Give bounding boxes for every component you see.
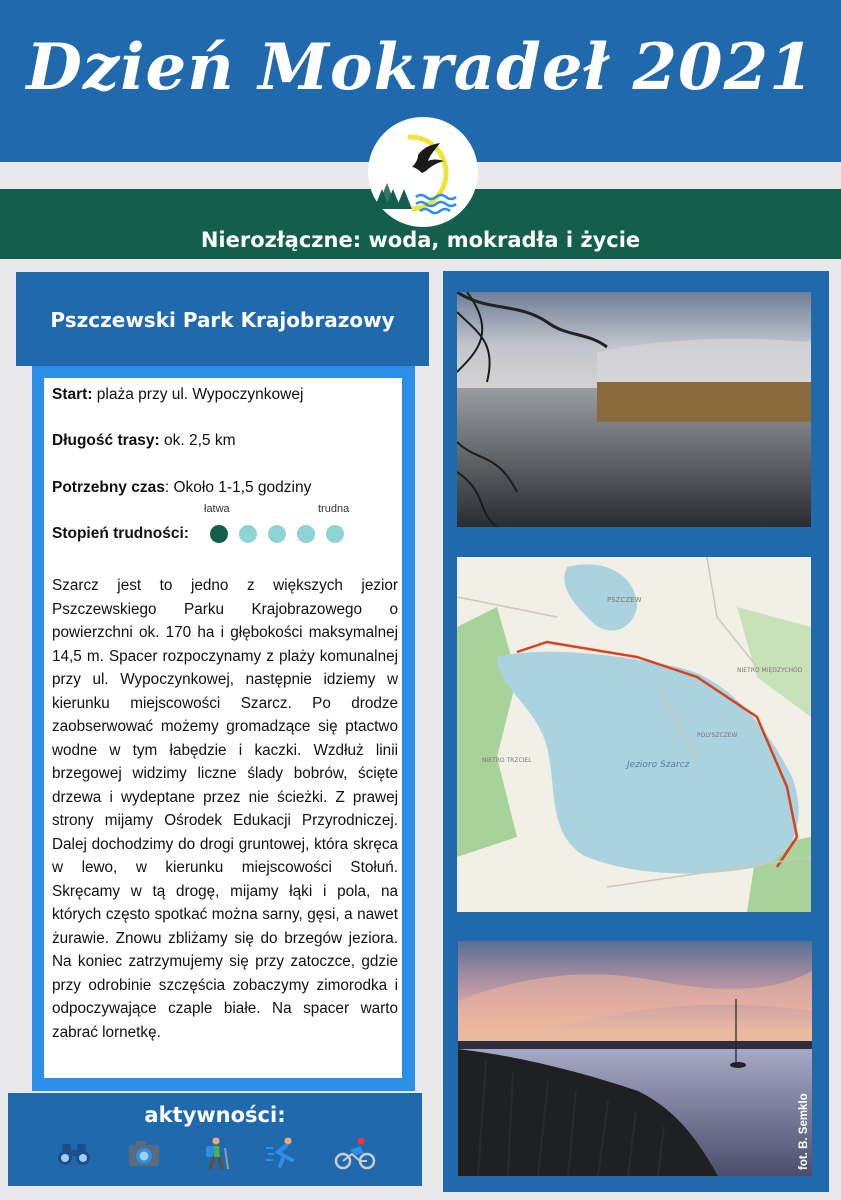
activities-title: aktywności: xyxy=(144,1103,286,1127)
map-lake-label: Jezioro Szarcz xyxy=(627,760,690,770)
difficulty-hard-label: trudna xyxy=(318,503,350,515)
map-label-4: NIETRO TRZCIEL xyxy=(482,757,532,764)
map-label-2: NIETRO MIĘDZYCHÓD xyxy=(737,667,803,674)
map-label-3: POLYSZCZEW xyxy=(697,732,738,739)
hiking-icon xyxy=(198,1136,234,1170)
photo-credit: fot. B. Semklo xyxy=(798,1093,810,1170)
time-value: : Około 1-1,5 godziny xyxy=(164,479,312,496)
route-name: Pszczewski Park Krajobrazowy xyxy=(50,308,395,332)
length-label: Długość trasy: xyxy=(52,432,160,449)
length-line xyxy=(52,432,235,450)
lake-mist-photo xyxy=(457,292,811,527)
page-title: Dzień Mokradeł 2021 xyxy=(26,30,815,105)
route-description: Szarcz jest to jedno z większych jezior Pszczewskiego Parku Krajobrazowego o powierzchni ok. 170 ha i głębokości maksymalnej 14,5 m. Spacer rozpoczynamy z plaży komunalnej przy ul. Wypoczynkowej, następnie idziemy w kierunku miejscowości Szarcz. Po drodze zaobserwować możemy gromadzące się ptactwo wodne w tym łabędzie i kaczki. Wzdłuż linii brzegowej widzimy liczne ślady bobrów, ścięte drzewa i wydeptane przez nie ścieżki. Z prawej strony mijamy Ośrodek Edukacji Przyrodniczej. Dalej dochodzimy do drogi gruntowej, która skręca w lewo, w kierunku miejscowości Stołuń. Skręcamy w tą drogę, mijamy łąki i pola, na których często spotkać można sarny, gęsi, a nawet żurawie. Znowu zbliżamy się do brzegów jeziora. Na koniec zatrzymujemy się przy zatoczce, gdzie przy odrobinie szczęścia zobaczymy zimorodka i odpoczywające czaple białe. Na spacer warto zabrać lornetkę. xyxy=(52,577,398,1041)
binoculars-icon xyxy=(56,1136,92,1170)
route-title-box xyxy=(16,272,429,366)
difficulty-dot xyxy=(239,525,257,543)
route-map xyxy=(457,557,811,912)
activities-box xyxy=(8,1093,422,1186)
lake-sunset-photo xyxy=(458,941,812,1176)
difficulty-label-text: Stopień trudności: xyxy=(52,525,189,542)
difficulty-dot xyxy=(210,525,228,543)
start-value: plaża przy ul. Wypoczynkowej xyxy=(96,386,304,403)
camera-icon xyxy=(126,1136,162,1170)
start-line xyxy=(52,386,303,404)
logo xyxy=(368,117,478,227)
running-icon xyxy=(264,1136,300,1170)
difficulty-easy-label: łatwa xyxy=(204,503,230,515)
page-subtitle: Nierozłączne: woda, mokradła i życie xyxy=(200,228,641,252)
difficulty-dot xyxy=(268,525,286,543)
cycling-icon xyxy=(334,1136,376,1170)
difficulty-dot xyxy=(326,525,344,543)
length-value: ok. 2,5 km xyxy=(163,432,236,449)
time-label: Potrzebny czas xyxy=(52,479,165,496)
time-line xyxy=(52,479,311,497)
difficulty-dot xyxy=(297,525,315,543)
start-label: Start: xyxy=(52,386,93,403)
difficulty-label xyxy=(52,525,189,543)
map-label-1: PSZCZEW xyxy=(607,596,642,604)
